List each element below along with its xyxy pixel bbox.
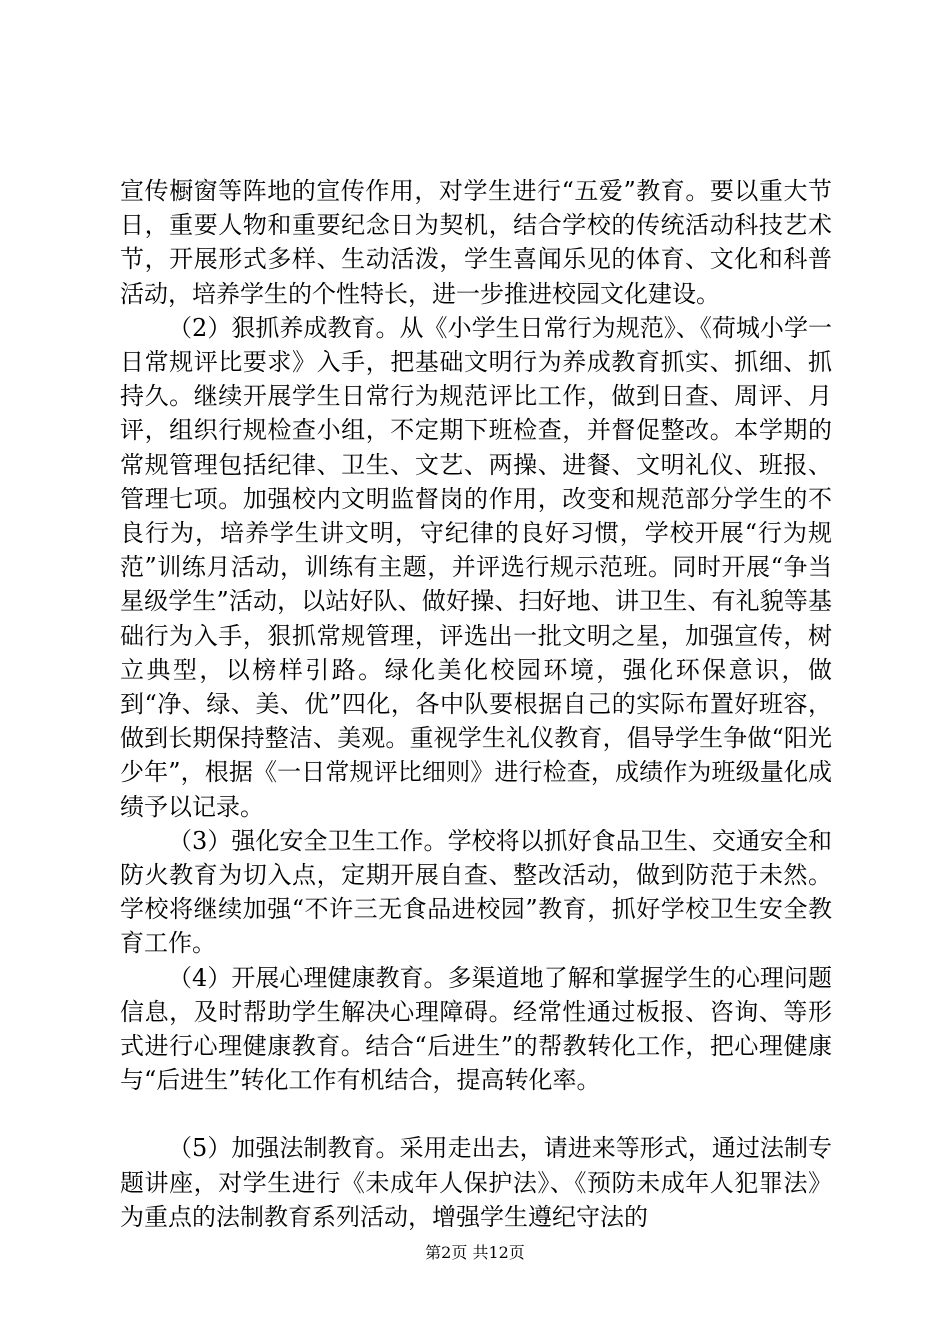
paragraph-habit-education: （2）狠抓养成教育。从《小学生日常行为规范》、《荷城小学一日常规评比要求》入手，把基础文明行为养成教育抓实、抓细、抓持久。继续开展学生日常行为规范评比工作，做到日查、周评、月评，组织行规检查小组，不定期下班检查，并督促整改。本学期的常规管理包括纪律、卫生、文艺、两操、进餐、文明礼仪、班报、管理七项。加强校内文明监督岗的作用，改变和规范部分学生的不良行为，培养学生讲文明，守纪律的良好习惯，学校开展“行为规范”训练月活动，训练有主题，并评选行规示范班。同时开展“争当星级学生”活动，以站好队、做好操、扫好地、讲卫生、有礼貌等基础行为入手，狠抓常规管理，评选出一批文明之星，加强宣传，树立典型，以榜样引路。绿化美化校园环境，强化环保意识，做到“净、绿、美、优”四化，各中队要根据自己的实际布置好班容，做到长期保持整洁、美观。重视学生礼仪教育，倡导学生争做“阳光少年”，根据《一日常规评比细则》进行检查，成绩作为班级量化成绩予以记录。 <box>120 313 832 821</box>
paragraph-safety-hygiene: （3）强化安全卫生工作。学校将以抓好食品卫生、交通安全和防火教育为切入点，定期开展自查、整改活动，做到防范于未然。学校将继续加强“不许三无食品进校园”教育，抓好学校卫生安全教育工作。 <box>120 826 832 958</box>
paragraph-mental-health: （4）开展心理健康教育。多渠道地了解和掌握学生的心理问题信息，及时帮助学生解决心理障碍。经常性通过板报、咨询、等形式进行心理健康教育。结合“后进生”的帮教转化工作，把心理健康与“后进生”转化工作有机结合，提高转化率。 <box>120 963 832 1095</box>
document-body <box>120 174 832 1234</box>
paragraph-continuation: 宣传橱窗等阵地的宣传作用，对学生进行“五爱”教育。要以重大节日，重要人物和重要纪念日为契机，结合学校的传统活动科技艺术节，开展形式多样、生动活泼，学生喜闻乐见的体育、文化和科普活动，培养学生的个性特长，进一步推进校园文化建设。 <box>120 177 832 308</box>
page-footer: 第2页 共12页 <box>425 1243 525 1262</box>
paragraph-legal-education: （5）加强法制教育。采用走出去，请进来等形式，通过法制专题讲座，对学生进行《未成年人保护法》、《预防未成年人犯罪法》为重点的法制教育系列活动，增强学生遵纪守法的 <box>120 1134 832 1231</box>
